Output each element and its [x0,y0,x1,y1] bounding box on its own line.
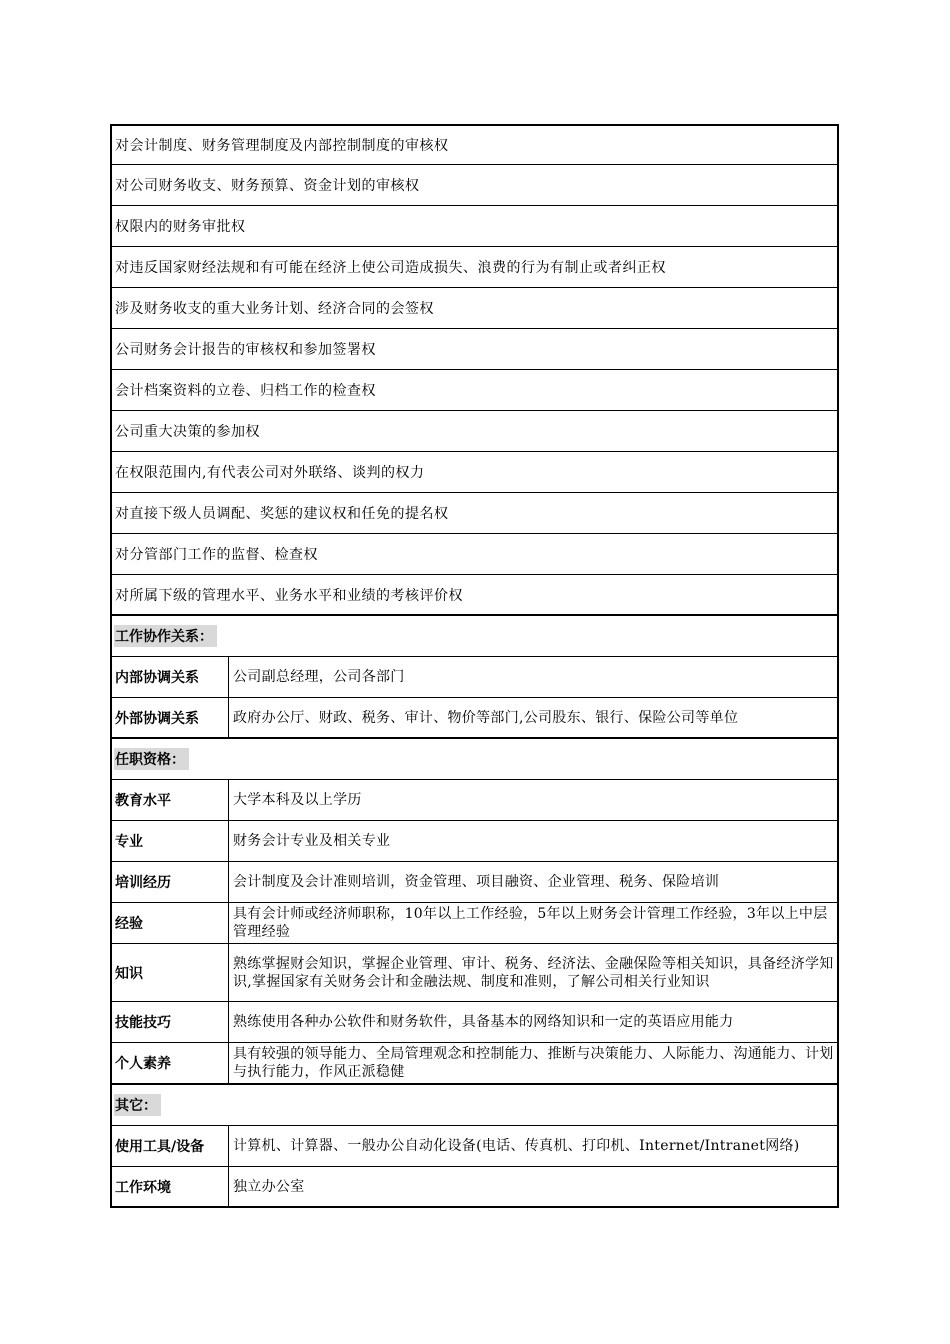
personal-qualities-row [110,1043,839,1085]
authority-item: 对违反国家财经法规和有可能在经济上使公司造成损失、浪费的行为有制止或者纠正权 [110,247,839,288]
row-value: 计算机、计算器、一般办公自动化设备(电话、传真机、打印机、Internet/Intranet网络) [233,1138,800,1154]
section-title: 工作协作关系： [114,625,217,647]
authority-item: 会计档案资料的立卷、归档工作的检查权 [110,370,839,411]
authority-item: 对会计制度、财务管理制度及内部控制制度的审核权 [110,124,839,165]
authority-item: 权限内的财务审批权 [110,206,839,247]
skills-row [110,1002,839,1043]
row-value: 公司副总经理，公司各部门 [233,669,405,685]
experience-row [110,903,839,944]
qualifications-section-header [110,739,839,780]
row-value: 政府办公厅、财政、税务、审计、物价等部门,公司股东、银行、保险公司等单位 [233,709,739,726]
row-value: 具有较强的领导能力、全局管理观念和控制能力、推断与决策能力、人际能力、沟通能力、计划与执行能力，作风正派稳健 [233,1046,834,1080]
row-label: 使用工具/设备 [112,1126,229,1166]
row-label: 经验 [112,903,229,943]
job-description-table [110,124,839,1208]
row-label: 外部协调关系 [112,698,229,737]
row-label: 个人素养 [112,1043,229,1083]
authority-item: 对分管部门工作的监督、检查权 [110,534,839,575]
education-row [110,780,839,821]
row-value: 具有会计师或经济师职称，10年以上工作经验，5年以上财务会计管理工作经验，3年以上中层管理经验 [233,906,828,940]
other-section-header [110,1085,839,1126]
row-value: 熟练使用各种办公软件和财务软件，具备基本的网络知识和一定的英语应用能力 [233,1014,734,1030]
row-value: 会计制度及会计准则培训，资金管理、项目融资、企业管理、税务、保险培训 [233,874,720,890]
row-value: 财务会计专业及相关专业 [233,833,391,849]
authority-item: 公司重大决策的参加权 [110,411,839,452]
row-value: 独立办公室 [233,1178,305,1195]
row-label: 内部协调关系 [112,657,229,697]
row-value: 大学本科及以上学历 [233,792,362,808]
authority-item: 对公司财务收支、财务预算、资金计划的审核权 [110,165,839,206]
section-title: 其它： [114,1094,161,1116]
knowledge-row [110,944,839,1002]
work-environment-row [110,1167,839,1208]
section-title: 任职资格： [114,748,189,770]
row-label: 工作环境 [112,1167,229,1206]
row-label: 知识 [112,944,229,1001]
training-row [110,862,839,903]
row-value: 熟练掌握财会知识，掌握企业管理、审计、税务、经济法、金融保险等相关知识，具备经济学知识,掌握国家有关财务会计和金融法规、制度和准则，了解公司相关行业知识 [233,955,834,990]
internal-relations-row [110,657,839,698]
row-label: 技能技巧 [112,1002,229,1042]
major-row [110,821,839,862]
tools-row [110,1126,839,1167]
external-relations-row [110,698,839,739]
row-label: 专业 [112,821,229,861]
authority-item: 对所属下级的管理水平、业务水平和业绩的考核评价权 [110,575,839,616]
row-label: 培训经历 [112,862,229,902]
authority-item: 在权限范围内,有代表公司对外联络、谈判的权力 [110,452,839,493]
authority-item: 对直接下级人员调配、奖惩的建议权和任免的提名权 [110,493,839,534]
authority-item: 涉及财务收支的重大业务计划、经济合同的会签权 [110,288,839,329]
work-relations-section-header [110,616,839,657]
row-label: 教育水平 [112,780,229,820]
authority-item: 公司财务会计报告的审核权和参加签署权 [110,329,839,370]
